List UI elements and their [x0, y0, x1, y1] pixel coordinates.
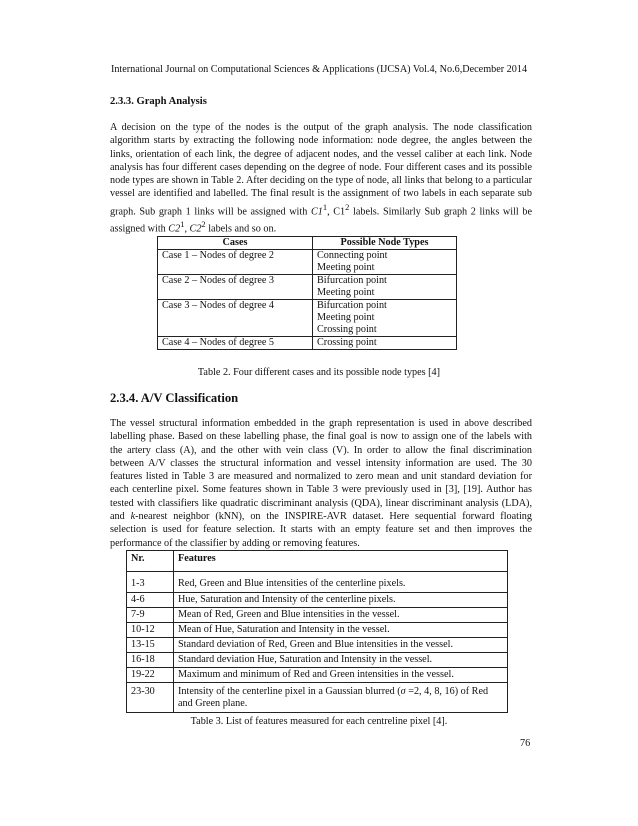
- case-cell: Case 3 – Nodes of degree 4: [158, 300, 313, 337]
- feature-cell: Maximum and minimum of Red and Green intensities in the vessel.: [174, 668, 508, 683]
- table-header-node-types: Possible Node Types: [313, 237, 457, 250]
- nr-cell: 10-12: [127, 623, 174, 638]
- node-types-cell: [313, 337, 457, 350]
- case-cell: Case 2 – Nodes of degree 3: [158, 275, 313, 300]
- feature-cell: Mean of Red, Green and Blue intensities in the vessel.: [174, 608, 508, 623]
- node-type: Meeting point: [317, 262, 375, 273]
- nr-cell: 1-3: [127, 572, 174, 593]
- nr-cell: 16-18: [127, 653, 174, 668]
- table-row: [127, 608, 508, 623]
- journal-header: International Journal on Computational Sciences & Applications (IJCSA) Vol.4, No.6,December 2014: [110, 64, 528, 75]
- node-types-cell: [313, 250, 457, 275]
- case-cell: Case 4 – Nodes of degree 5: [158, 337, 313, 350]
- node-type: Crossing point: [317, 324, 377, 335]
- node-types-cell: [313, 300, 457, 337]
- av-classification-paragraph: The vessel structural information embedded in the graph representation is used in above described labelling phase. Based on these labelling phase, the final goal is now to assign one of the labels with the artery class (A), and the other with vein class (V). In order to allow the final discrimination between A/V classes the structural information and vessel intensity information are used. The 30 features listed in Table 3 are measured and normalized to zero mean and unit standard deviation for each centerline pixel. Some features shown in Table 3 were previously used in [3], [19]. Author has tested with classifiers like quadratic discriminant analysis (QDA), linear discriminant analysis (LDA), and k-nearest neighbor (kNN), on the INSPIRE-AVR dataset. Here sequential forward floating selection is used for feature selection. It starts with an empty feature set and then improves the performance of the classifier by adding or removing features.: [110, 418, 532, 549]
- feature-cell: Red, Green and Blue intensities of the centerline pixels.: [174, 572, 508, 593]
- table-header-row: [127, 551, 508, 572]
- table2-caption: Table 2. Four different cases and its possible node types [4]: [197, 367, 441, 378]
- node-type: Meeting point: [317, 312, 375, 323]
- table-row: [158, 337, 457, 350]
- feature-cell: Hue, Saturation and Intensity of the centerline pixels.: [174, 593, 508, 608]
- node-type: Bifurcation point: [317, 300, 387, 311]
- nr-cell: 13-15: [127, 638, 174, 653]
- case-cell: Case 1 – Nodes of degree 2: [158, 250, 313, 275]
- table-header-cases: Cases: [158, 237, 313, 250]
- table3-caption: Table 3. List of features measured for each centreline pixel [4].: [190, 716, 448, 727]
- nr-cell: 19-22: [127, 668, 174, 683]
- section-heading-graph-analysis: 2.3.3. Graph Analysis: [110, 96, 207, 107]
- table-row: [158, 300, 457, 337]
- nr-cell: 7-9: [127, 608, 174, 623]
- node-type: Bifurcation point: [317, 275, 387, 286]
- nr-cell: 23-30: [127, 683, 174, 713]
- table-header-row: [158, 237, 457, 250]
- table-row: [127, 683, 508, 713]
- table-row: [158, 250, 457, 275]
- table-row: [127, 572, 508, 593]
- table-row: [127, 653, 508, 668]
- node-type: Connecting point: [317, 250, 388, 261]
- feature-cell: Mean of Hue, Saturation and Intensity in the vessel.: [174, 623, 508, 638]
- feature-cell: Intensity of the centerline pixel in a Gaussian blurred (σ =2, 4, 8, 16) of Red and Green plane.: [174, 683, 508, 713]
- nr-cell: 4-6: [127, 593, 174, 608]
- table-node-types: [157, 236, 457, 350]
- section-heading-av-classification: 2.3.4. A/V Classification: [110, 391, 239, 405]
- table-header-features: Features: [174, 551, 508, 572]
- table-row: [158, 275, 457, 300]
- feature-cell: Standard deviation of Red, Green and Blue intensities in the vessel.: [174, 638, 508, 653]
- table-row: [127, 668, 508, 683]
- node-type: Meeting point: [317, 287, 375, 298]
- page-number: 76: [520, 738, 531, 749]
- table-header-nr: Nr.: [127, 551, 174, 572]
- node-types-cell: [313, 275, 457, 300]
- table-features: [126, 550, 508, 713]
- table-row: [127, 638, 508, 653]
- graph-analysis-paragraph: A decision on the type of the nodes is the output of the graph analysis. The node classification algorithm starts by extracting the following node information: node degree, the angles between the links, orientation of each link, the degree of adjacent nodes, and the vessel caliber at each link. Node analysis has four different cases depending on the degree of node. Four different cases and its possible node types are shown in Table 2. After deciding on the type of node, all links that belong to a particular vessel are identified and labelled. The final result is the assignment of two labels in each separate sub graph. Sub graph 1 links will be assigned with $C1^1$, $C1^2$ labels. Similarly Sub graph 2 links will be assigned with $C2^1$, $C2^2$ labels and so on.: [110, 122, 532, 235]
- table-row: [127, 623, 508, 638]
- table-row: [127, 593, 508, 608]
- feature-cell: Standard deviation Hue, Saturation and Intensity in the vessel.: [174, 653, 508, 668]
- node-type: Crossing point: [317, 337, 377, 348]
